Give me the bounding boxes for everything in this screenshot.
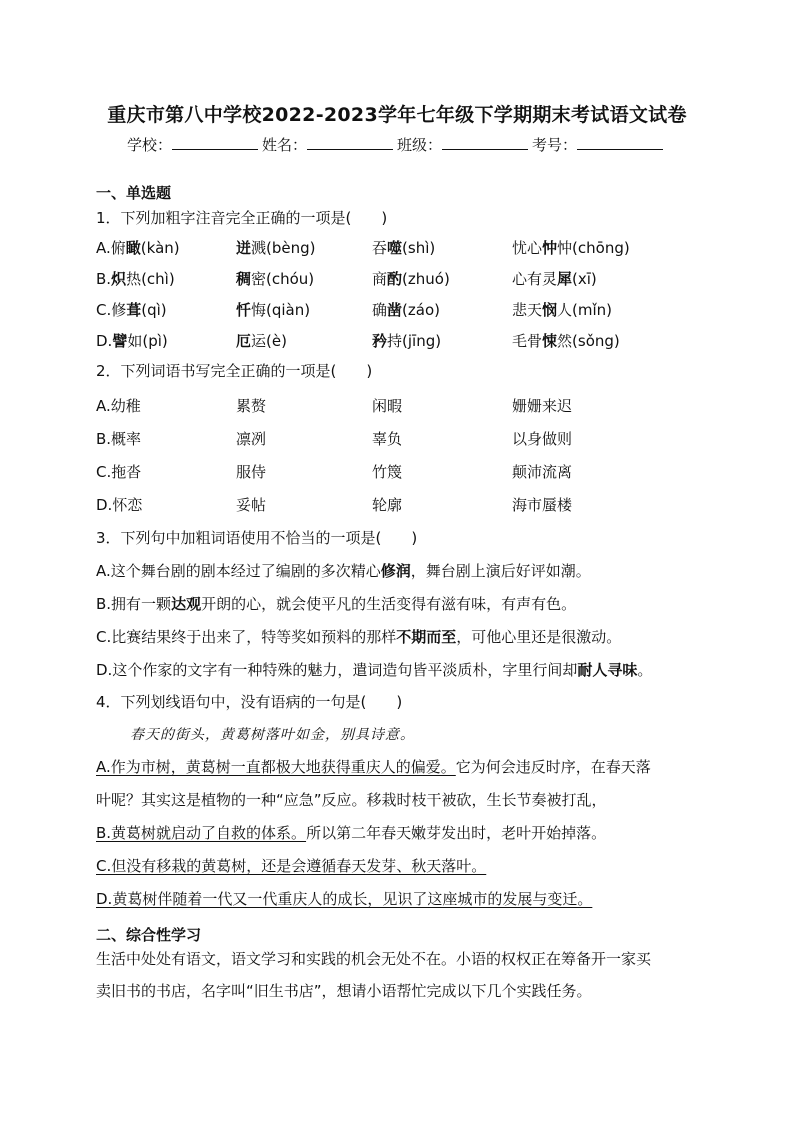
q1-option-b-3: 商酌(zhuó)	[372, 270, 450, 288]
section-2-intro-line-1: 生活中处处有语文，语文学习和实践的机会无处不在。小语的权权正在筹备开一家买	[96, 950, 652, 968]
q1-option-c-1: C.修葺(qì)	[96, 301, 167, 319]
exam-no-blank[interactable]	[577, 135, 663, 150]
q1-option-b-2: 稠密(chóu)	[236, 270, 315, 288]
q2-option-a-4: 姗姗来迟	[512, 397, 573, 415]
q2-option-b-2: 凛冽	[236, 430, 267, 448]
exam-no-label: 考号：	[532, 136, 578, 154]
q2-option-a-1: A.幼稚	[96, 397, 141, 415]
q1-option-d-1: D.譬如(pì)	[96, 332, 168, 350]
name-label: 姓名：	[261, 136, 307, 154]
student-info-line	[0, 134, 794, 155]
q4-option-a-continued: 叶呢？其实这是植物的一种“应急”反应。移栽时枝干被砍，生长节奏被打乱，	[96, 791, 607, 809]
exam-title: 重庆市第八中学校2022-2023学年七年级下学期期末考试语文试卷	[107, 104, 687, 126]
q3-option-a: A.这个舞台剧的剧本经过了编剧的多次精心修润，舞台剧上演后好评如潮。	[96, 562, 591, 580]
q3-option-b: B.拥有一颗达观开朗的心，就会使平凡的生活变得有滋有味，有声有色。	[96, 595, 577, 613]
q1-option-b-4: 心有灵犀(xī)	[512, 270, 597, 288]
q2-option-d-4: 海市蜃楼	[512, 496, 573, 514]
q1-option-c-3: 确凿(záo)	[372, 301, 440, 319]
question-2-stem: 2．下列词语书写完全正确的一项是( )	[96, 362, 373, 380]
q2-option-d-2: 妥帖	[236, 496, 267, 514]
question-3-stem: 3．下列句中加粗词语使用不恰当的一项是( )	[96, 529, 418, 547]
q1-option-a-2: 迸溅(bèng)	[236, 239, 316, 257]
q2-option-d-3: 轮廓	[372, 496, 403, 514]
q1-option-a-3: 吞噬(shì)	[372, 239, 436, 257]
q2-option-b-4: 以身做则	[512, 430, 573, 448]
q2-option-b-3: 辜负	[372, 430, 403, 448]
q3-option-c: C.比赛结果终于出来了，特等奖如预料的那样不期而至，可他心里还是很激动。	[96, 628, 622, 646]
name-blank[interactable]	[307, 135, 393, 150]
question-1-stem: 1．下列加粗字注音完全正确的一项是( )	[96, 209, 388, 227]
q1-option-d-3: 矜持(jīng)	[372, 332, 442, 350]
class-label: 班级：	[397, 136, 443, 154]
q1-option-c-4: 悲天悯人(mǐn)	[512, 301, 613, 319]
q2-option-d-1: D.怀恋	[96, 496, 143, 514]
q1-option-b-1: B.炽热(chì)	[96, 270, 175, 288]
section-heading-single-choice: 一、单选题	[96, 184, 172, 202]
q1-option-d-4: 毛骨悚然(sǒng)	[512, 332, 620, 350]
q1-option-a-1: A.俯瞰(kàn)	[96, 239, 180, 257]
q2-option-c-2: 服侍	[236, 463, 267, 481]
section-2-intro-line-2: 卖旧书的书店，名字叫“旧生书店”，想请小语帮忙完成以下几个实践任务。	[96, 982, 592, 1000]
q2-option-c-3: 竹篾	[372, 463, 403, 481]
q2-option-a-2: 累赘	[236, 397, 267, 415]
school-blank[interactable]	[172, 135, 258, 150]
q2-option-c-1: C.拖沓	[96, 463, 142, 481]
q2-option-b-1: B.概率	[96, 430, 142, 448]
q1-option-c-2: 忏悔(qiàn)	[236, 301, 311, 319]
q4-option-d: D.黄葛树伴随着一代又一代重庆人的成长，见识了这座城市的发展与变迁。	[96, 890, 593, 908]
school-label: 学校：	[126, 136, 172, 154]
q4-poem-line: 春天的街头，黄葛树落叶如金，别具诗意。	[130, 727, 415, 743]
q2-option-c-4: 颠沛流离	[512, 463, 573, 481]
q2-option-a-3: 闲暇	[372, 397, 403, 415]
question-4-stem: 4．下列划线语句中，没有语病的一句是( )	[96, 693, 403, 711]
q1-option-a-4: 忧心忡忡(chōng)	[512, 239, 630, 257]
class-blank[interactable]	[442, 135, 528, 150]
q1-option-d-2: 厄运(è)	[236, 332, 287, 350]
q3-option-d: D.这个作家的文字有一种特殊的魅力，遣词造句皆平淡质朴，字里行间却耐人寻味。	[96, 661, 653, 679]
q4-option-b: B.黄葛树就启动了自救的体系。所以第二年春天嫩芽发出时，老叶开始掉落。	[96, 824, 607, 842]
q4-option-c: C.但没有移栽的黄葛树，还是会遵循春天发芽、秋天落叶。	[96, 857, 487, 875]
section-heading-integrated-learning: 二、综合性学习	[96, 926, 202, 944]
q4-option-a: A.作为市树，黄葛树一直都极大地获得重庆人的偏爱。它为何会违反时序，在春天落	[96, 758, 651, 776]
